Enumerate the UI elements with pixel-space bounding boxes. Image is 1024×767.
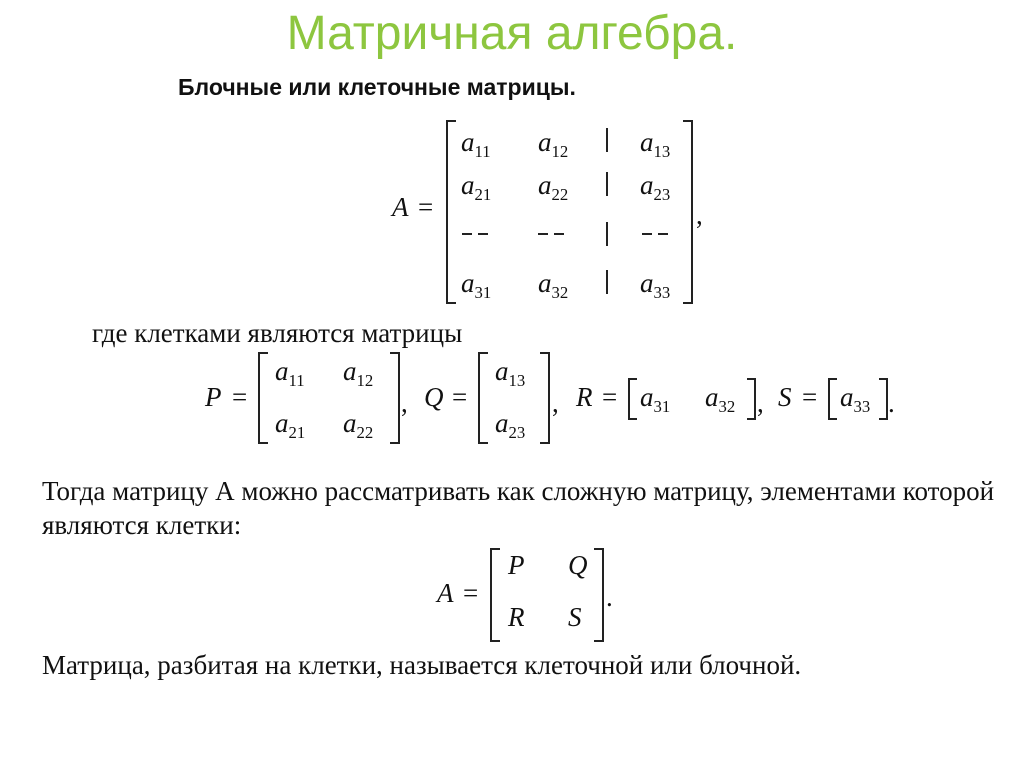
block-matrix-cell: R xyxy=(508,602,525,632)
block-matrix-cell: S xyxy=(568,602,582,632)
matrix-a-cell: $a_{31}$ xyxy=(461,268,492,302)
partition-dash xyxy=(642,233,652,235)
right-bracket xyxy=(879,378,888,420)
matrix-a-name: A xyxy=(392,192,409,222)
partition-bar xyxy=(606,128,608,152)
block-p-cell: $a_{12}$ xyxy=(343,356,374,390)
left-bracket xyxy=(446,120,456,304)
comma: , xyxy=(401,388,408,418)
slide-subtitle: Блочные или клеточные матрицы. xyxy=(178,74,576,100)
paragraph-1: Тогда матрицу А можно рассматривать как сложную матрицу, элементами которой являются клетки: xyxy=(42,476,995,540)
matrix-a-cell: $a_{21}$ xyxy=(461,170,492,204)
period: . xyxy=(606,582,613,612)
partition-dash xyxy=(538,233,548,235)
left-bracket xyxy=(828,378,837,420)
block-r-name: R xyxy=(576,382,593,412)
partition-dash xyxy=(554,233,564,235)
block-q-cell: $a_{13}$ xyxy=(495,356,526,390)
matrix-a-cell: $a_{32}$ xyxy=(538,268,569,302)
block-s-name: S xyxy=(778,382,792,412)
block-r-cell: $a_{32}$ xyxy=(705,382,736,416)
comma: , xyxy=(696,200,703,230)
equals-sign: = xyxy=(452,382,468,412)
partition-dash xyxy=(658,233,668,235)
partition-bar xyxy=(606,172,608,196)
right-bracket xyxy=(747,378,756,420)
partition-dash xyxy=(462,233,472,235)
equals-sign: = xyxy=(418,192,434,222)
matrix-a-cell: $a_{13}$ xyxy=(640,127,671,161)
equals-sign: = xyxy=(802,382,818,412)
block-matrix-name: A xyxy=(437,578,454,608)
right-bracket xyxy=(540,352,550,444)
left-bracket xyxy=(258,352,268,444)
equals-sign: = xyxy=(463,578,479,608)
block-s-cell: $a_{33}$ xyxy=(840,382,871,416)
paragraph-2: Матрица, разбитая на клетки, называется клеточной или блочной. xyxy=(42,650,802,680)
comma: , xyxy=(552,388,559,418)
block-p-cell: $a_{11}$ xyxy=(275,356,305,390)
left-bracket xyxy=(478,352,488,444)
right-bracket xyxy=(390,352,400,444)
block-matrix-cell: Q xyxy=(568,550,588,580)
where-text: где клетками являются матрицы xyxy=(92,318,463,348)
left-bracket xyxy=(490,548,500,642)
block-q-name: Q xyxy=(424,382,444,412)
partition-bar xyxy=(606,270,608,294)
block-q-cell: $a_{23}$ xyxy=(495,408,526,442)
equals-sign: = xyxy=(602,382,618,412)
partition-dash xyxy=(478,233,488,235)
partition-bar xyxy=(606,222,608,246)
matrix-a-cell: $a_{12}$ xyxy=(538,127,569,161)
slide-title: Матричная алгебра. xyxy=(286,7,738,60)
left-bracket xyxy=(628,378,637,420)
block-matrix-cell: P xyxy=(508,550,525,580)
right-bracket xyxy=(594,548,604,642)
matrix-a-cell: $a_{23}$ xyxy=(640,170,671,204)
matrix-a-cell: $a_{22}$ xyxy=(538,170,569,204)
block-r-cell: $a_{31}$ xyxy=(640,382,671,416)
block-p-cell: $a_{22}$ xyxy=(343,408,374,442)
comma: , xyxy=(757,388,764,418)
matrix-a-cell: $a_{11}$ xyxy=(461,127,491,161)
right-bracket xyxy=(683,120,693,304)
block-p-cell: $a_{21}$ xyxy=(275,408,306,442)
period: . xyxy=(888,388,895,418)
block-p-name: P xyxy=(205,382,222,412)
equals-sign: = xyxy=(232,382,248,412)
matrix-a-cell: $a_{33}$ xyxy=(640,268,671,302)
